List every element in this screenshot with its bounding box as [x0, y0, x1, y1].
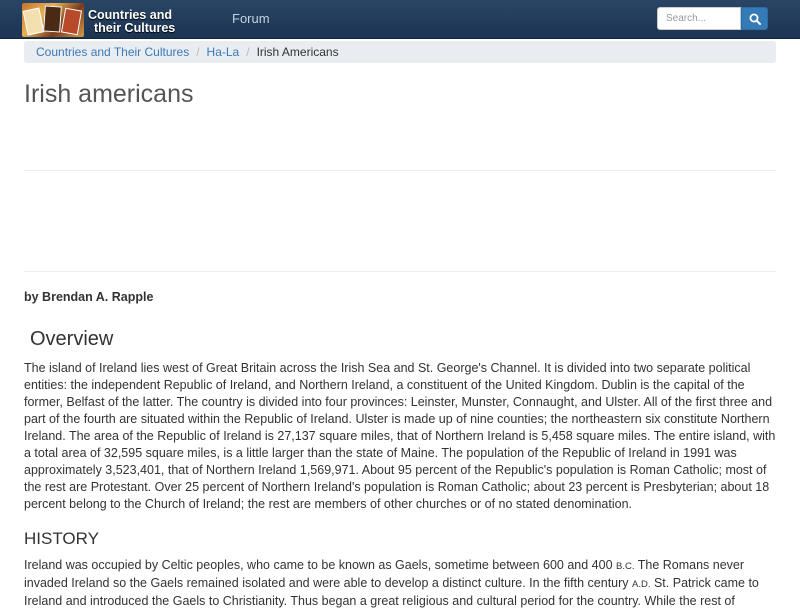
breadcrumb-separator: / [196, 45, 200, 59]
search-icon [749, 13, 761, 25]
top-navbar [0, 0, 800, 39]
history-text-3: St. Patrick came to Ireland and introduced the Gaels to Christianity. Thus began a great religious and cultural period for the country. While the rest of [24, 576, 759, 608]
logo-line-1: Countries and [88, 8, 173, 22]
breadcrumb-item-ha-la[interactable]: Ha-La [206, 45, 240, 59]
ad-space [24, 170, 776, 272]
breadcrumb-item-countries[interactable]: Countries and Their Cultures [36, 45, 190, 59]
history-text-2: The Romans never invaded Ireland so the Gaels remained isolated and were able to develop a distinct culture. In the fifth century [24, 558, 745, 590]
history-paragraph [24, 557, 776, 610]
overview-heading: Overview [30, 328, 114, 350]
history-text-1: Ireland was occupied by Celtic peoples, who came to be known as Gaels, sometime between 600 and 400 [24, 558, 617, 572]
page-title: Irish americans [24, 80, 194, 108]
overview-paragraph: The island of Ireland lies west of Great Britain across the Irish Sea and St. George's Channel. It is divided into two separate political entities: the independent Republic of Ireland, and Northern Ireland, a constituent of the United Kingdom. Dublin is the capital of the former, Belfast of the latter. The country is divided into four provinces: Leinster, Munster, Connaught, and Ulster. All of the first three and part of the fourth are situated within the Republic of Ireland. Ulster is made up of nine counties; the northeastern six constitute Northern Ireland. The area of the Republic of Ireland is 27,137 square miles, that of Northern Ireland is 5,458 square miles. The entire island, with a total area of 32,595 square miles, is a little larger than the state of Maine. The population of the Republic of Ireland in 1991 was approximately 3,523,401, that of Northern Ireland 1,569,971. About 95 percent of the Republic's population is Roman Catholic; most of the rest are Protestant. Over 25 percent of Northern Ireland's population is Roman Catholic; about 23 percent is Presbyterian; about 18 percent belong to the Church of Ireland; the rest are members of other churches or of no stated denomination. [24, 361, 776, 511]
logo-image [22, 3, 84, 37]
history-heading: HISTORY [24, 529, 99, 548]
article-author: by Brendan A. Rapple [24, 290, 154, 304]
breadcrumb-current: Irish Americans [256, 45, 339, 59]
search-input[interactable] [657, 7, 741, 30]
history-era-ad: A.D. [632, 579, 651, 590]
logo-line-2: their Cultures [94, 21, 176, 35]
breadcrumb [24, 41, 776, 63]
site-logo[interactable] [22, 3, 190, 37]
history-era-bc: B.C. [616, 561, 635, 572]
logo-text [88, 9, 175, 35]
search-button[interactable] [741, 7, 768, 30]
nav-forum-link[interactable]: Forum [232, 11, 270, 26]
breadcrumb-separator: / [246, 45, 250, 59]
